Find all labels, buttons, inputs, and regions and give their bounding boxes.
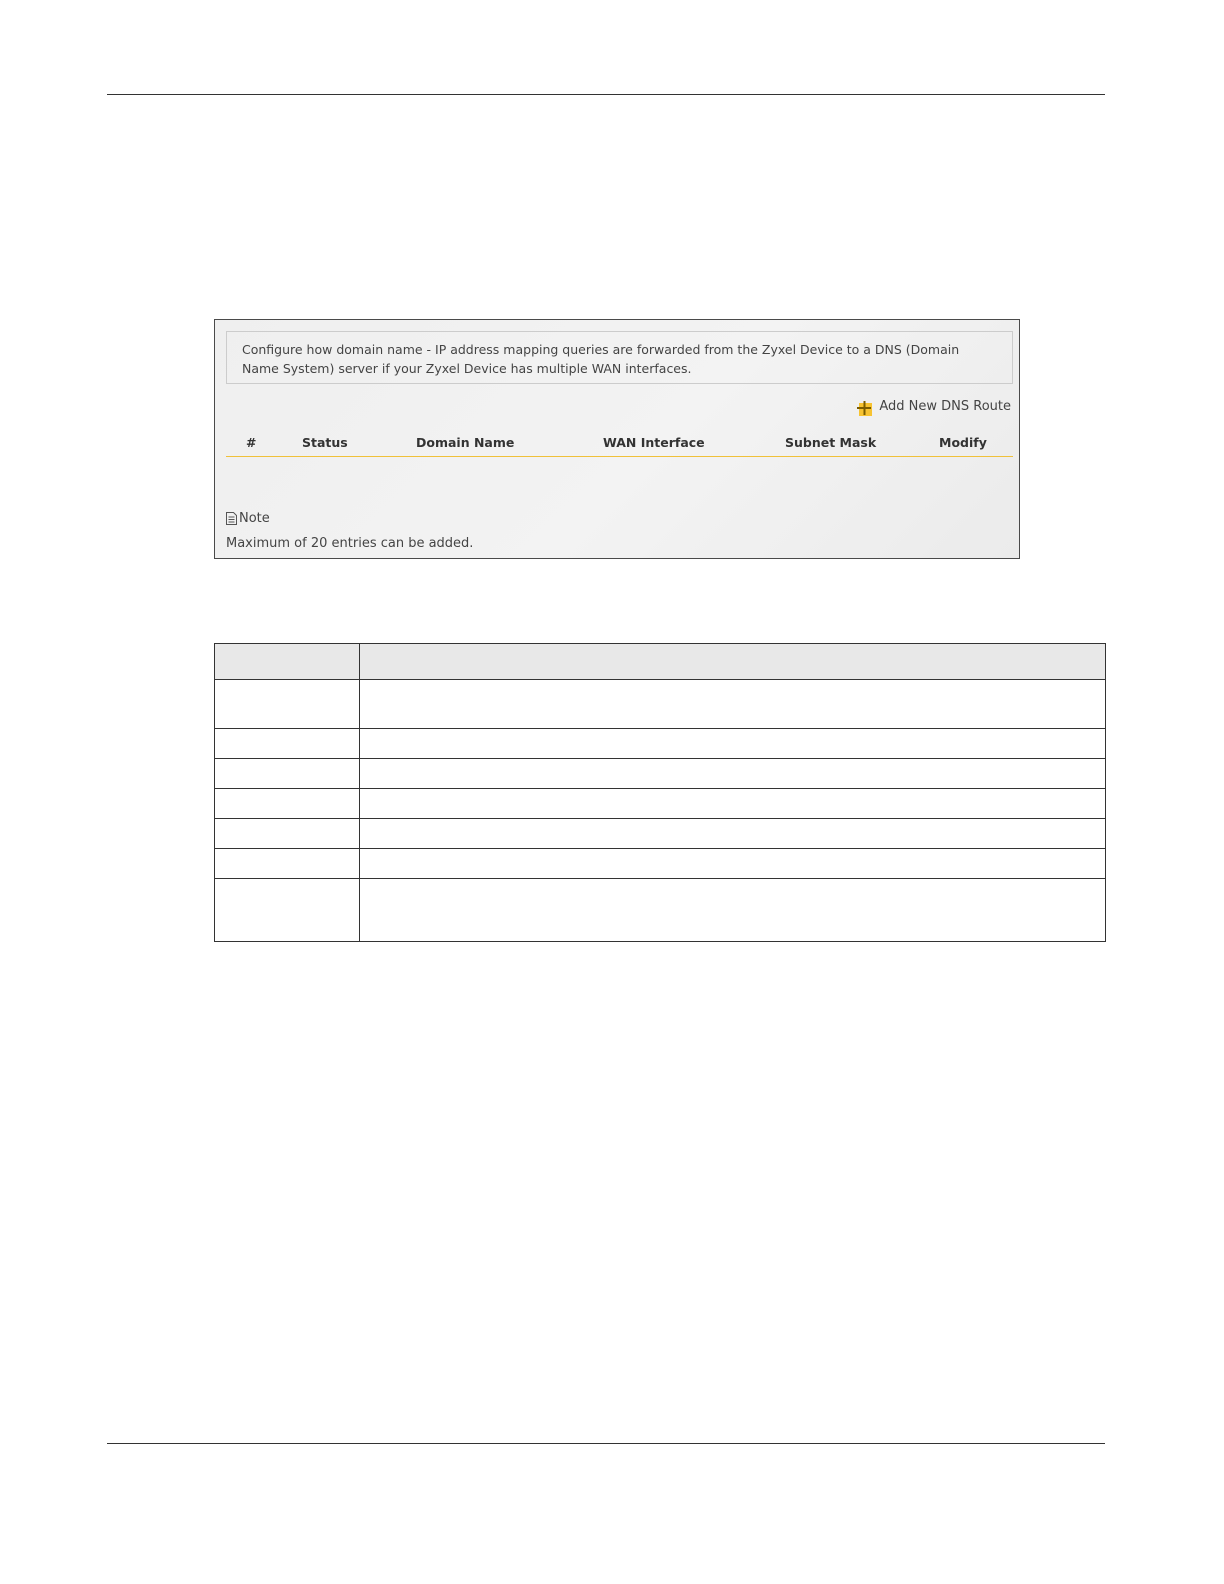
table-row (215, 879, 1106, 942)
table-row (215, 644, 1106, 680)
note-label: Note (239, 511, 270, 526)
table-cell (360, 879, 1106, 942)
column-header-subnet-mask: Subnet Mask (785, 435, 877, 450)
table-row (215, 789, 1106, 819)
table-cell (360, 759, 1106, 789)
footer-rule (107, 1443, 1105, 1444)
add-new-dns-route-button[interactable] (857, 397, 1011, 416)
note-heading (226, 511, 270, 526)
column-header-index: # (246, 435, 257, 450)
table-row (215, 680, 1106, 729)
table-cell (215, 849, 360, 879)
field-description-table (214, 643, 1106, 942)
table-row (215, 759, 1106, 789)
table-cell (360, 644, 1106, 680)
table-cell (360, 819, 1106, 849)
header-rule (107, 94, 1105, 95)
table-cell (360, 789, 1106, 819)
table-cell (360, 729, 1106, 759)
column-header-modify: Modify (939, 435, 987, 450)
note-text: Maximum of 20 entries can be added. (226, 536, 474, 551)
table-cell (215, 729, 360, 759)
table-header-underline (226, 456, 1013, 457)
table-row (215, 819, 1106, 849)
column-header-wan-interface: WAN Interface (603, 435, 705, 450)
table-cell (215, 644, 360, 680)
table-cell (360, 849, 1106, 879)
table-cell (215, 789, 360, 819)
plus-icon (857, 401, 872, 416)
dns-route-screenshot (214, 319, 1020, 559)
panel-description: Configure how domain name - IP address mapping queries are forwarded from the Zyxel Device to a DNS (Domain Name System) server if your Zyxel Device has multiple WAN interfaces. (226, 331, 1013, 384)
column-header-status: Status (302, 435, 348, 450)
column-header-domain-name: Domain Name (416, 435, 515, 450)
table-cell (360, 680, 1106, 729)
table-cell (215, 879, 360, 942)
table-cell (215, 759, 360, 789)
add-new-dns-route-label: Add New DNS Route (879, 399, 1011, 414)
table-row (215, 849, 1106, 879)
table-cell (215, 819, 360, 849)
document-icon (226, 512, 237, 525)
table-cell (215, 680, 360, 729)
table-row (215, 729, 1106, 759)
